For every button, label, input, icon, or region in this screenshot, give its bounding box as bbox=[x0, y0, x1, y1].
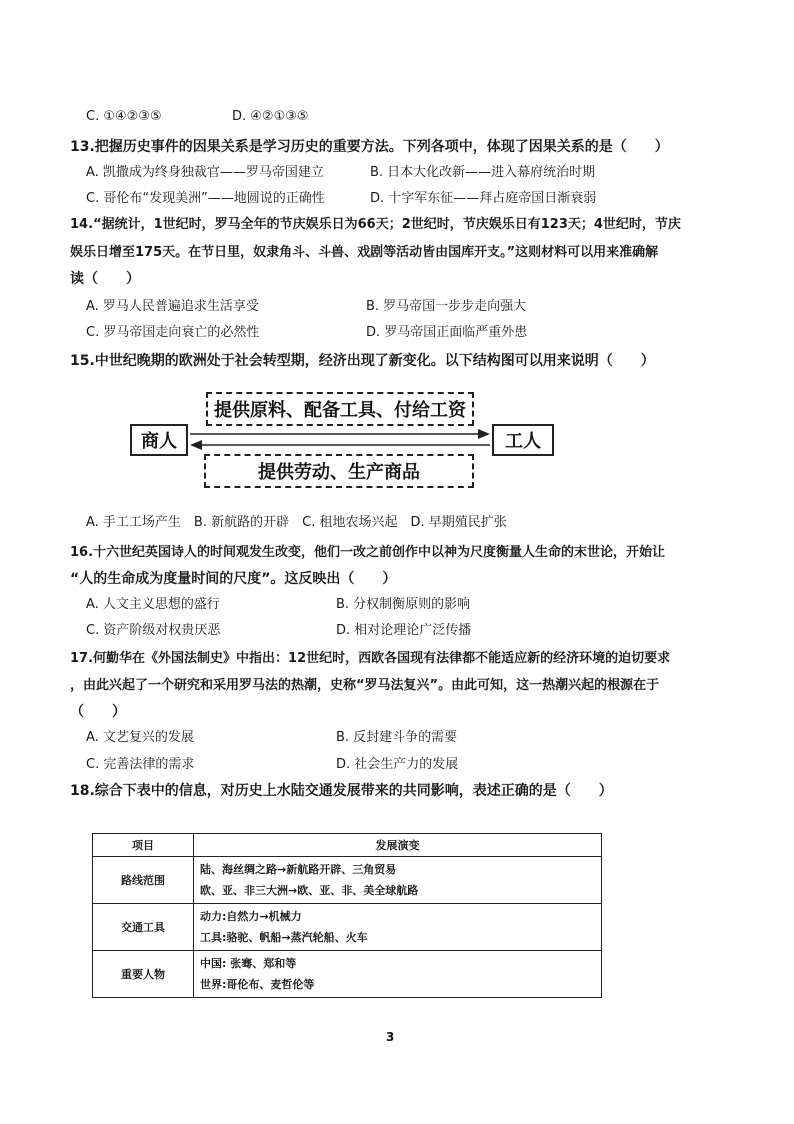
q17-stem-line2: ，由此兴起了一个研究和采用罗马法的热潮，史称“罗马法复兴”。由此可知，这一热潮兴起的根源在于 bbox=[70, 678, 660, 693]
q16-option-b: B. 分权制衡原则的影响 bbox=[336, 597, 471, 612]
q13-option-c: C. 哥伦布“发现美洲”——地圆说的正确性 bbox=[86, 191, 325, 206]
row-item: 交通工具 bbox=[93, 904, 194, 951]
row-item: 路线范围 bbox=[93, 857, 194, 904]
q16-option-d: D. 相对论理论广泛传播 bbox=[336, 623, 472, 638]
diagram-top-box: 提供原料、配备工具、付给工资 bbox=[206, 392, 474, 426]
row-item: 重要人物 bbox=[93, 951, 194, 998]
row-detail-line: 中国: 张骞、郑和等 bbox=[200, 957, 297, 970]
row-detail bbox=[194, 857, 602, 904]
q13-option-a: A. 凯撒成为终身独裁官——罗马帝国建立 bbox=[86, 165, 324, 180]
q16-option-c: C. 资产阶级对权贵厌恶 bbox=[86, 623, 221, 638]
table-header-row bbox=[93, 834, 602, 857]
table-row bbox=[93, 857, 602, 904]
q14-option-d: D. 罗马帝国正面临严重外患 bbox=[366, 325, 528, 340]
q17-option-d: D. 社会生产力的发展 bbox=[336, 757, 459, 772]
q16-stem-line1: 16.十六世纪英国诗人的时间观发生改变，他们一改之前创作中以神为尺度衡量人生命的末世论，开始让 bbox=[70, 545, 666, 560]
q13-option-d: D. 十字军东征——拜占庭帝国日渐衰弱 bbox=[370, 191, 597, 206]
header-evolution: 发展演变 bbox=[194, 834, 602, 857]
q15-stem: 15.中世纪晚期的欧洲处于社会转型期，经济出现了新变化。以下结构图可以用来说明（ ） bbox=[70, 353, 655, 369]
q16-option-a: A. 人文主义思想的盛行 bbox=[86, 597, 220, 612]
q13-stem: 13.把握历史事件的因果关系是学习历史的重要方法。下列各项中，体现了因果关系的是（ ） bbox=[70, 139, 669, 155]
page-number: 3 bbox=[386, 1030, 395, 1044]
q12-option-d: D. ④②①③⑤ bbox=[232, 109, 309, 124]
q17-option-a: A. 文艺复兴的发展 bbox=[86, 730, 194, 745]
q14-stem-line2: 娱乐日增至175天。在节日里，奴隶角斗、斗兽、戏剧等活动皆由国库开支。”这则材料可以用来准确解 bbox=[70, 245, 659, 260]
diagram-arrows bbox=[188, 426, 492, 454]
row-detail-line: 世界:哥伦布、麦哲伦等 bbox=[200, 978, 315, 991]
q18-development-table bbox=[92, 833, 602, 998]
q15-options: A. 手工工场产生 B. 新航路的开辟 C. 租地农场兴起 D. 早期殖民扩张 bbox=[86, 515, 507, 530]
q17-stem-line1: 17.何勤华在《外国法制史》中指出：12世纪时，西欧各国现有法律都不能适应新的经济环境的迫切要求 bbox=[70, 651, 671, 666]
q16-stem-line2: “人的生命成为度量时间的尺度”。这反映出（ ） bbox=[70, 571, 397, 587]
q14-option-a: A. 罗马人民普遍追求生活享受 bbox=[86, 299, 259, 314]
q14-stem-line1: 14.“据统计，1世纪时，罗马全年的节庆娱乐日为66天；2世纪时，节庆娱乐日有123天；4世纪时，节庆 bbox=[70, 217, 681, 232]
row-detail bbox=[194, 951, 602, 998]
diagram-worker-box: 工人 bbox=[492, 424, 554, 456]
q17-option-b: B. 反封建斗争的需要 bbox=[336, 730, 458, 745]
header-item: 项目 bbox=[93, 834, 194, 857]
table-row bbox=[93, 951, 602, 998]
q18-stem: 18.综合下表中的信息，对历史上水陆交通发展带来的共同影响，表述正确的是（ ） bbox=[70, 783, 613, 799]
q17-option-c: C. 完善法律的需求 bbox=[86, 757, 195, 772]
row-detail-line: 动力:自然力→机械力 bbox=[200, 910, 302, 923]
q14-option-b: B. 罗马帝国一步步走向强大 bbox=[366, 299, 527, 314]
q13-option-b: B. 日本大化改新——进入幕府统治时期 bbox=[370, 165, 596, 180]
q12-option-c: C. ①④②③⑤ bbox=[86, 109, 162, 124]
table-row bbox=[93, 904, 602, 951]
diagram-bottom-box: 提供劳动、生产商品 bbox=[204, 454, 474, 488]
row-detail-line: 工具:骆驼、帆船→蒸汽轮船、火车 bbox=[200, 931, 368, 944]
q14-stem-line3: 读（ ） bbox=[70, 271, 140, 287]
row-detail bbox=[194, 904, 602, 951]
q17-stem-line3: （ ） bbox=[70, 704, 126, 720]
diagram-merchant-box: 商人 bbox=[130, 424, 188, 456]
q14-option-c: C. 罗马帝国走向衰亡的必然性 bbox=[86, 325, 260, 340]
row-detail-line: 欧、亚、非三大洲→欧、亚、非、美全球航路 bbox=[200, 884, 419, 897]
row-detail-line: 陆、海丝绸之路→新航路开辟、三角贸易 bbox=[200, 863, 397, 876]
